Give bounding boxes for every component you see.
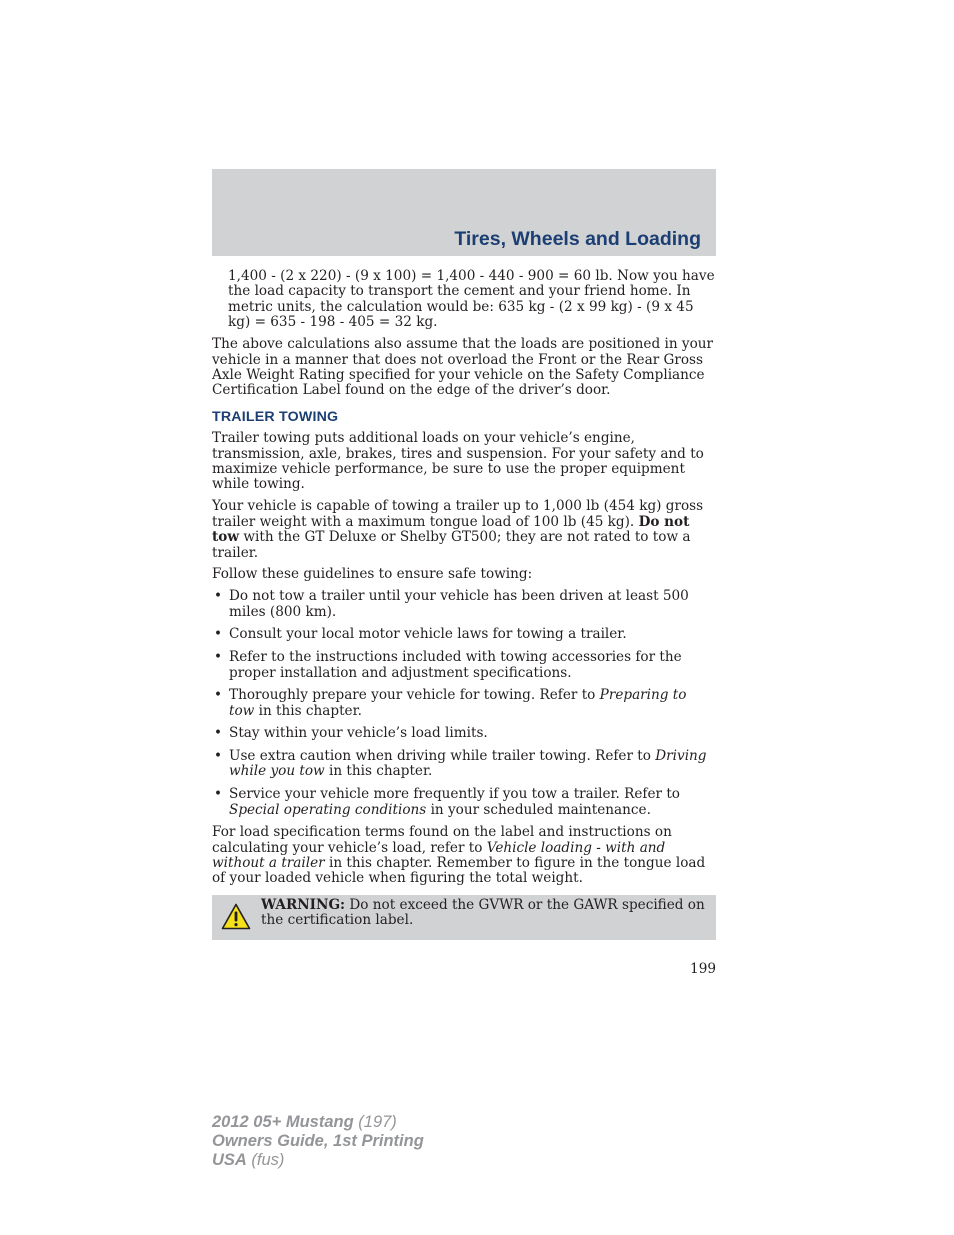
list-item-text: Service your vehicle more frequently if you tow a trailer. Refer to — [229, 786, 680, 803]
bullet-marker: • — [214, 786, 223, 803]
list-item — [212, 589, 716, 620]
page-content — [212, 269, 716, 940]
cross-reference-preparing-to-tow: Preparing to tow — [229, 687, 687, 719]
list-item — [212, 650, 716, 681]
guidelines-list — [212, 589, 716, 818]
cross-reference-driving-while-you-tow: Driving while you tow — [229, 748, 707, 780]
footer-market: USA — [212, 1151, 247, 1169]
guidelines-intro: Follow these guidelines to ensure safe towing: — [212, 566, 533, 583]
chapter-header-band — [212, 169, 716, 256]
bullet-marker: • — [214, 588, 223, 605]
warning-text — [261, 897, 705, 928]
intro-paragraph: Trailer towing puts additional loads on your vehicle’s engine, transmission, axle, brakes, tires and suspension. For your safety and to maximize vehicle performance, be sure to use the proper equipment while towing. — [212, 430, 704, 493]
footer-model-code: (197) — [353, 1113, 397, 1131]
cross-reference-vehicle-loading: Vehicle loading - with and without a trailer — [212, 839, 666, 872]
above-calculations-paragraph: The above calculations also assume that the loads are positioned in your vehicle in a manner that does not overload the Front or the Rear Gross Axle Weight Rating specified for your vehicle on the Safety Compliance Certification Label found on the edge of the driver’s door. — [212, 336, 714, 399]
footer-line-market — [212, 1151, 424, 1170]
list-item — [212, 787, 716, 818]
list-item-text: Consult your local motor vehicle laws for towing a trailer. — [229, 626, 627, 643]
bullet-marker: • — [214, 748, 223, 765]
chapter-title: Tires, Wheels and Loading — [454, 228, 701, 250]
bullet-marker: • — [214, 626, 223, 643]
footer-line-printing — [212, 1132, 424, 1151]
footer-printing: Owners Guide, 1st Printing — [212, 1132, 424, 1150]
document-footer — [212, 1113, 424, 1170]
capacity-text-2: with the GT Deluxe or Shelby GT500; they are not rated to tow a trailer. — [212, 529, 691, 561]
bullet-marker: • — [214, 725, 223, 742]
do-not-tow-emphasis: Do not tow — [212, 513, 690, 546]
section-heading: TRAILER TOWING — [212, 408, 339, 425]
list-item — [212, 749, 716, 780]
list-item — [212, 688, 716, 719]
warning-label: WARNING: — [261, 896, 346, 913]
capacity-text-1: Your vehicle is capable of towing a trailer up to 1,000 lb (454 kg) gross trailer weight with a maximum tongue load of 100 lb (45 kg). — [212, 498, 704, 530]
list-item-text: Stay within your vehicle’s load limits. — [229, 725, 488, 742]
footer-line-model — [212, 1113, 424, 1132]
load-spec-text-2: in this chapter. Remember to figure in the tongue load of your loaded vehicle when figuring the total weight. — [212, 855, 706, 887]
footer-market-code: (fus) — [246, 1151, 285, 1169]
calculation-paragraph: 1,400 - (2 x 220) - (9 x 100) = 1,400 - 440 - 900 = 60 lb. Now you have the load capacity to transport the cement and your friend home. In metric units, the calculation would be: 635 kg - (2 x 99 kg) - (9 x 45 kg) = 635 - 198 - 405 = 32 kg. — [228, 268, 715, 331]
warning-triangle-icon — [221, 903, 251, 930]
warning-message: Do not exceed the GVWR or the GAWR specified on the certification label. — [261, 896, 705, 929]
cross-reference-special-operating-conditions: Special operating conditions — [229, 801, 427, 818]
bullet-marker: • — [214, 687, 223, 704]
list-item-text: in this chapter. — [254, 702, 362, 719]
towing-capacity-paragraph — [212, 499, 716, 561]
page-number: 199 — [690, 961, 716, 977]
list-item-text: Do not tow a trailer until your vehicle has been driven at least 500 miles (800 km). — [229, 588, 689, 620]
list-item-text: Refer to the instructions included with towing accessories for the proper installation and adjustment specifications. — [229, 649, 682, 681]
load-specification-paragraph — [212, 825, 716, 887]
list-item — [212, 627, 716, 642]
bullet-marker: • — [214, 649, 223, 666]
load-spec-text-1: For load specification terms found on the label and instructions on calculating your vehicle’s load, refer to — [212, 824, 672, 856]
list-item-text: in this chapter. — [324, 763, 433, 780]
list-item-text: Thoroughly prepare your vehicle for towing. Refer to — [229, 687, 600, 704]
warning-box — [212, 895, 716, 940]
list-item-text: Use extra caution when driving while trailer towing. Refer to — [229, 748, 656, 765]
footer-model-name: 2012 05+ Mustang — [212, 1113, 354, 1131]
list-item — [212, 726, 716, 741]
list-item-text: in your scheduled maintenance. — [426, 801, 651, 818]
